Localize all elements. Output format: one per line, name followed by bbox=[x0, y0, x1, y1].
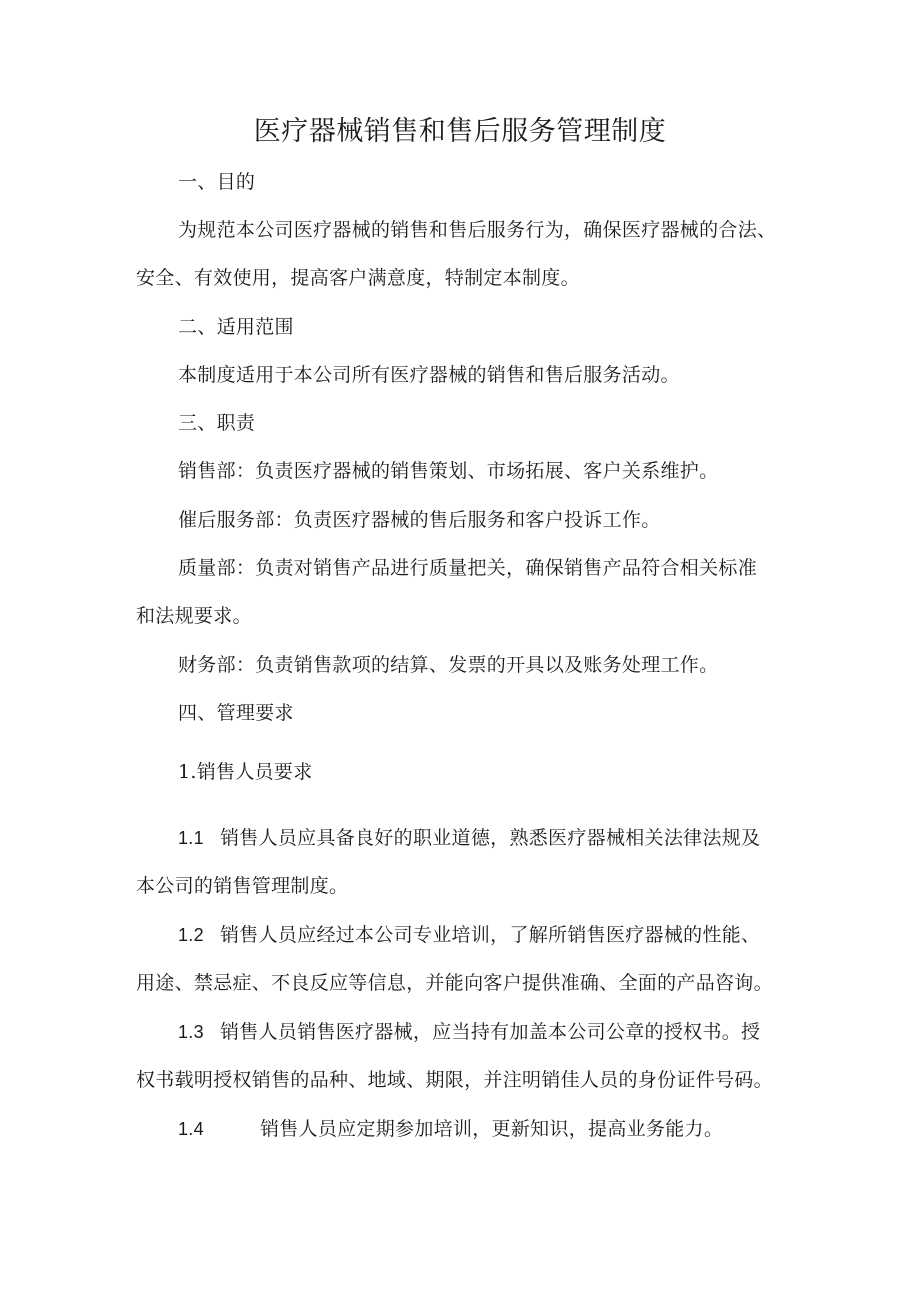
item-1-2-line-2: 用途、禁忌症、不良反应等信息，并能向客户提供准确、全面的产品咨询。 bbox=[136, 972, 773, 994]
item-number: 1.4 bbox=[178, 1119, 204, 1139]
purpose-text-line-1: 为规范本公司医疗器械的销售和售后服务行为，确保医疗器械的合法、 bbox=[178, 219, 777, 241]
section-heading-requirements: 四、管理要求 bbox=[178, 702, 294, 724]
item-1-3-line-1 bbox=[178, 1018, 760, 1046]
duty-finance: 财务部：负责销售款项的结算、发票的开具以及账务处理工作。 bbox=[178, 654, 719, 676]
duty-quality-line-1: 质量部：负责对销售产品进行质量把关，确保销售产品符合相关标准 bbox=[178, 557, 758, 579]
scope-text: 本制度适用于本公司所有医疗器械的销售和售后服务活动。 bbox=[178, 364, 680, 386]
section-heading-purpose: 一、目的 bbox=[178, 171, 256, 193]
item-1-4-line-1 bbox=[178, 1115, 723, 1143]
duty-after-sales: 催后服务部：负责医疗器械的售后服务和客户投诉工作。 bbox=[178, 509, 661, 531]
section-heading-duties: 三、职责 bbox=[178, 412, 256, 434]
duty-sales: 销售部：负责医疗器械的销售策划、市场拓展、客户关系维护。 bbox=[178, 460, 719, 482]
item-text: 销售人员销售医疗器械，应当持有加盖本公司公章的授权书。授 bbox=[219, 1021, 761, 1043]
item-1-1-line-1 bbox=[178, 824, 760, 852]
item-1-3-line-2: 权书载明授权销售的品种、地域、期限，并注明销佳人员的身份证件号码。 bbox=[136, 1069, 773, 1091]
item-number: 1.2 bbox=[178, 925, 204, 945]
purpose-text-line-2: 安全、有效使用，提高客户满意度，特制定本制度。 bbox=[136, 267, 580, 289]
item-1-2-line-1 bbox=[178, 921, 760, 949]
item-text: 销售人员应具备良好的职业道德，熟悉医疗器械相关法律法规及 bbox=[219, 827, 761, 849]
item-text: 销售人员应定期参加培训，更新知识，提高业务能力。 bbox=[259, 1118, 724, 1140]
duty-quality-line-2: 和法规要求。 bbox=[136, 605, 252, 627]
subsection-heading-sales-staff: 1.销售人员要求 bbox=[178, 761, 313, 783]
item-number: 1.1 bbox=[178, 828, 204, 848]
item-text: 销售人员应经过本公司专业培训，了解所销售医疗器械的性能、 bbox=[219, 924, 761, 946]
item-number: 1.3 bbox=[178, 1022, 204, 1042]
item-1-1-line-2: 本公司的销售管理制度。 bbox=[136, 875, 349, 897]
section-heading-scope: 二、适用范围 bbox=[178, 316, 294, 338]
document-title: 医疗器械销售和售后服务管理制度 bbox=[253, 116, 667, 147]
